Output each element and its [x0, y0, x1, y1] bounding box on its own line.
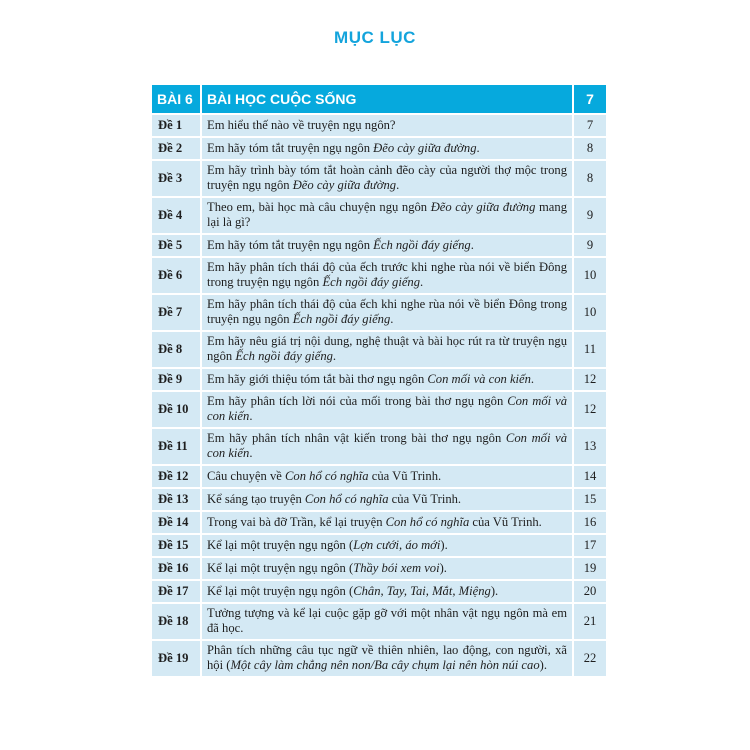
row-title — [202, 332, 574, 369]
row-text: Tưởng tượng và kể lại cuộc gặp gỡ với một nhân vật ngụ ngôn mà em đã học. — [207, 606, 567, 635]
row-page: 16 — [574, 512, 606, 535]
row-page: 15 — [574, 489, 606, 512]
toc-row[interactable] — [152, 258, 606, 295]
row-page: 9 — [574, 198, 606, 235]
toc-row[interactable] — [152, 535, 606, 558]
row-text: ). — [539, 658, 547, 672]
row-page: 20 — [574, 581, 606, 604]
row-text: của Vũ Trinh. — [368, 469, 442, 483]
row-text: Em hãy tóm tắt truyện ngụ ngôn — [207, 238, 374, 252]
row-text: . — [420, 275, 424, 289]
row-label: Đề 15 — [152, 535, 202, 558]
row-label: Đề 10 — [152, 392, 202, 429]
row-title — [202, 429, 574, 466]
row-page: 8 — [574, 161, 606, 198]
row-text: ). — [490, 584, 499, 598]
row-title — [202, 392, 574, 429]
row-text: Phân tích những câu tục ngữ về thiên nhiên, lao động, con người, xã hội ( — [207, 643, 567, 672]
section-label: BÀI 6 — [152, 85, 202, 115]
row-text: Em hãy trình bày tóm tắt hoàn cảnh đẽo cày của người thợ mộc trong truyện ngụ ngôn — [207, 163, 567, 192]
section-header-row[interactable] — [152, 85, 606, 115]
row-page: 17 — [574, 535, 606, 558]
toc-row[interactable] — [152, 235, 606, 258]
row-label: Đề 17 — [152, 581, 202, 604]
work-title: Con mối và con kiến — [207, 431, 567, 460]
row-page: 21 — [574, 604, 606, 641]
section-name: BÀI HỌC CUỘC SỐNG — [202, 85, 574, 115]
row-label: Đề 14 — [152, 512, 202, 535]
work-title: Thầy bói xem voi — [353, 561, 440, 575]
work-title: Con mối và con kiến — [427, 372, 531, 386]
row-label: Đề 11 — [152, 429, 202, 466]
work-title: Đẽo cày giữa đường — [373, 141, 477, 155]
row-page: 10 — [574, 258, 606, 295]
row-title — [202, 138, 574, 161]
toc-row[interactable] — [152, 332, 606, 369]
toc-row[interactable] — [152, 295, 606, 332]
row-text: Em hãy nêu giá trị nội dung, nghệ thuật và bài học rút ra từ truyện ngụ ngôn — [207, 334, 567, 363]
row-title — [202, 369, 574, 392]
row-page: 22 — [574, 641, 606, 678]
toc-row[interactable] — [152, 558, 606, 581]
row-page: 19 — [574, 558, 606, 581]
row-text: . — [476, 141, 480, 155]
toc-row[interactable] — [152, 115, 606, 138]
toc-row[interactable] — [152, 489, 606, 512]
toc-row[interactable] — [152, 512, 606, 535]
work-title: Con mối và con kiến — [207, 394, 567, 423]
row-label: Đề 13 — [152, 489, 202, 512]
row-label: Đề 8 — [152, 332, 202, 369]
row-text: mang lại là gì? — [207, 200, 567, 229]
row-page: 8 — [574, 138, 606, 161]
toc-row[interactable] — [152, 161, 606, 198]
toc-row[interactable] — [152, 604, 606, 641]
toc-row[interactable] — [152, 466, 606, 489]
toc-row[interactable] — [152, 392, 606, 429]
row-page: 7 — [574, 115, 606, 138]
row-text: . — [530, 372, 535, 386]
row-label: Đề 7 — [152, 295, 202, 332]
toc-row[interactable] — [152, 429, 606, 466]
row-text: Em hãy phân tích thái độ của ếch khi nghe rùa nói về biển Đông trong truyện ngụ ngôn — [207, 297, 567, 326]
work-title: Đẽo cày giữa đường — [292, 178, 397, 192]
row-label: Đề 12 — [152, 466, 202, 489]
toc-row[interactable] — [152, 198, 606, 235]
work-title: Một cây làm chẳng nên non/Ba cây chụm lại nên hòn núi cao — [230, 658, 540, 672]
row-page: 14 — [574, 466, 606, 489]
row-text: Em hiểu thế nào về truyện ngụ ngôn? — [207, 118, 396, 132]
row-title — [202, 258, 574, 295]
row-page: 10 — [574, 295, 606, 332]
row-text: của Vũ Trinh. — [469, 515, 542, 529]
row-label: Đề 9 — [152, 369, 202, 392]
row-page: 9 — [574, 235, 606, 258]
row-label: Đề 5 — [152, 235, 202, 258]
work-title: Lợn cưới, áo mới — [353, 538, 441, 552]
row-text: Kể lại một truyện ngụ ngôn ( — [207, 584, 354, 598]
row-title — [202, 535, 574, 558]
row-label: Đề 18 — [152, 604, 202, 641]
toc-row[interactable] — [152, 581, 606, 604]
row-text: của Vũ Trinh. — [388, 492, 462, 506]
row-title — [202, 295, 574, 332]
row-title — [202, 604, 574, 641]
row-label: Đề 3 — [152, 161, 202, 198]
section-page: 7 — [574, 85, 606, 115]
work-title: Chân, Tay, Tai, Mắt, Miệng — [353, 584, 491, 598]
work-title: Ếch ngồi đáy giếng — [373, 238, 471, 252]
row-text: ). — [440, 538, 448, 552]
row-text: Em hãy phân tích thái độ của ếch trước khi nghe rùa nói về biển Đông trong truyện ngụ ngôn — [207, 260, 567, 289]
row-text: Kể lại một truyện ngụ ngôn ( — [207, 561, 354, 575]
row-label: Đề 6 — [152, 258, 202, 295]
row-label: Đề 19 — [152, 641, 202, 678]
work-title: Con hổ có nghĩa — [304, 492, 389, 506]
row-text: ). — [439, 561, 447, 575]
row-title — [202, 512, 574, 535]
row-text: Em hãy phân tích nhân vật kiến trong bài thơ ngụ ngôn — [207, 431, 506, 445]
work-title: Ếch ngồi đáy giếng — [322, 275, 421, 289]
row-text: . — [332, 349, 337, 363]
row-label: Đề 1 — [152, 115, 202, 138]
work-title: Ếch ngồi đáy giếng — [235, 349, 333, 363]
row-label: Đề 2 — [152, 138, 202, 161]
row-page: 13 — [574, 429, 606, 466]
row-page: 12 — [574, 369, 606, 392]
row-text: Em hãy giới thiệu tóm tắt bài thơ ngụ ngôn — [207, 372, 428, 386]
row-text: . — [249, 409, 253, 423]
work-title: Đẽo cày giữa đường — [430, 200, 536, 214]
row-title — [202, 641, 574, 678]
toc-row[interactable] — [152, 641, 606, 678]
row-title — [202, 161, 574, 198]
row-page: 12 — [574, 392, 606, 429]
row-text: Kể sáng tạo truyện — [207, 492, 305, 506]
row-text: Em hãy phân tích lời nói của mối trong bài thơ ngụ ngôn — [207, 394, 508, 408]
row-title — [202, 466, 574, 489]
row-title — [202, 581, 574, 604]
row-text: Kể lại một truyện ngụ ngôn ( — [207, 538, 354, 552]
row-title — [202, 115, 574, 138]
row-text: . — [249, 446, 253, 460]
row-label: Đề 16 — [152, 558, 202, 581]
table-of-contents — [152, 85, 606, 678]
row-label: Đề 4 — [152, 198, 202, 235]
work-title: Con hổ có nghĩa — [385, 515, 470, 529]
page-title: MỤC LỤC — [334, 28, 416, 47]
row-text: Theo em, bài học mà câu chuyện ngụ ngôn — [207, 200, 431, 214]
work-title: Ếch ngồi đáy giếng — [292, 312, 391, 326]
row-title — [202, 558, 574, 581]
row-text: . — [390, 312, 394, 326]
row-text: Em hãy tóm tắt truyện ngụ ngôn — [207, 141, 374, 155]
row-title — [202, 235, 574, 258]
row-text: . — [470, 238, 474, 252]
toc-row[interactable] — [152, 369, 606, 392]
row-text: . — [396, 178, 400, 192]
row-title — [202, 489, 574, 512]
row-text: Câu chuyện về — [207, 469, 285, 483]
row-title — [202, 198, 574, 235]
toc-row[interactable] — [152, 138, 606, 161]
work-title: Con hổ có nghĩa — [285, 469, 369, 483]
row-text: Trong vai bà đỡ Trần, kể lại truyện — [207, 515, 386, 529]
row-page: 11 — [574, 332, 606, 369]
